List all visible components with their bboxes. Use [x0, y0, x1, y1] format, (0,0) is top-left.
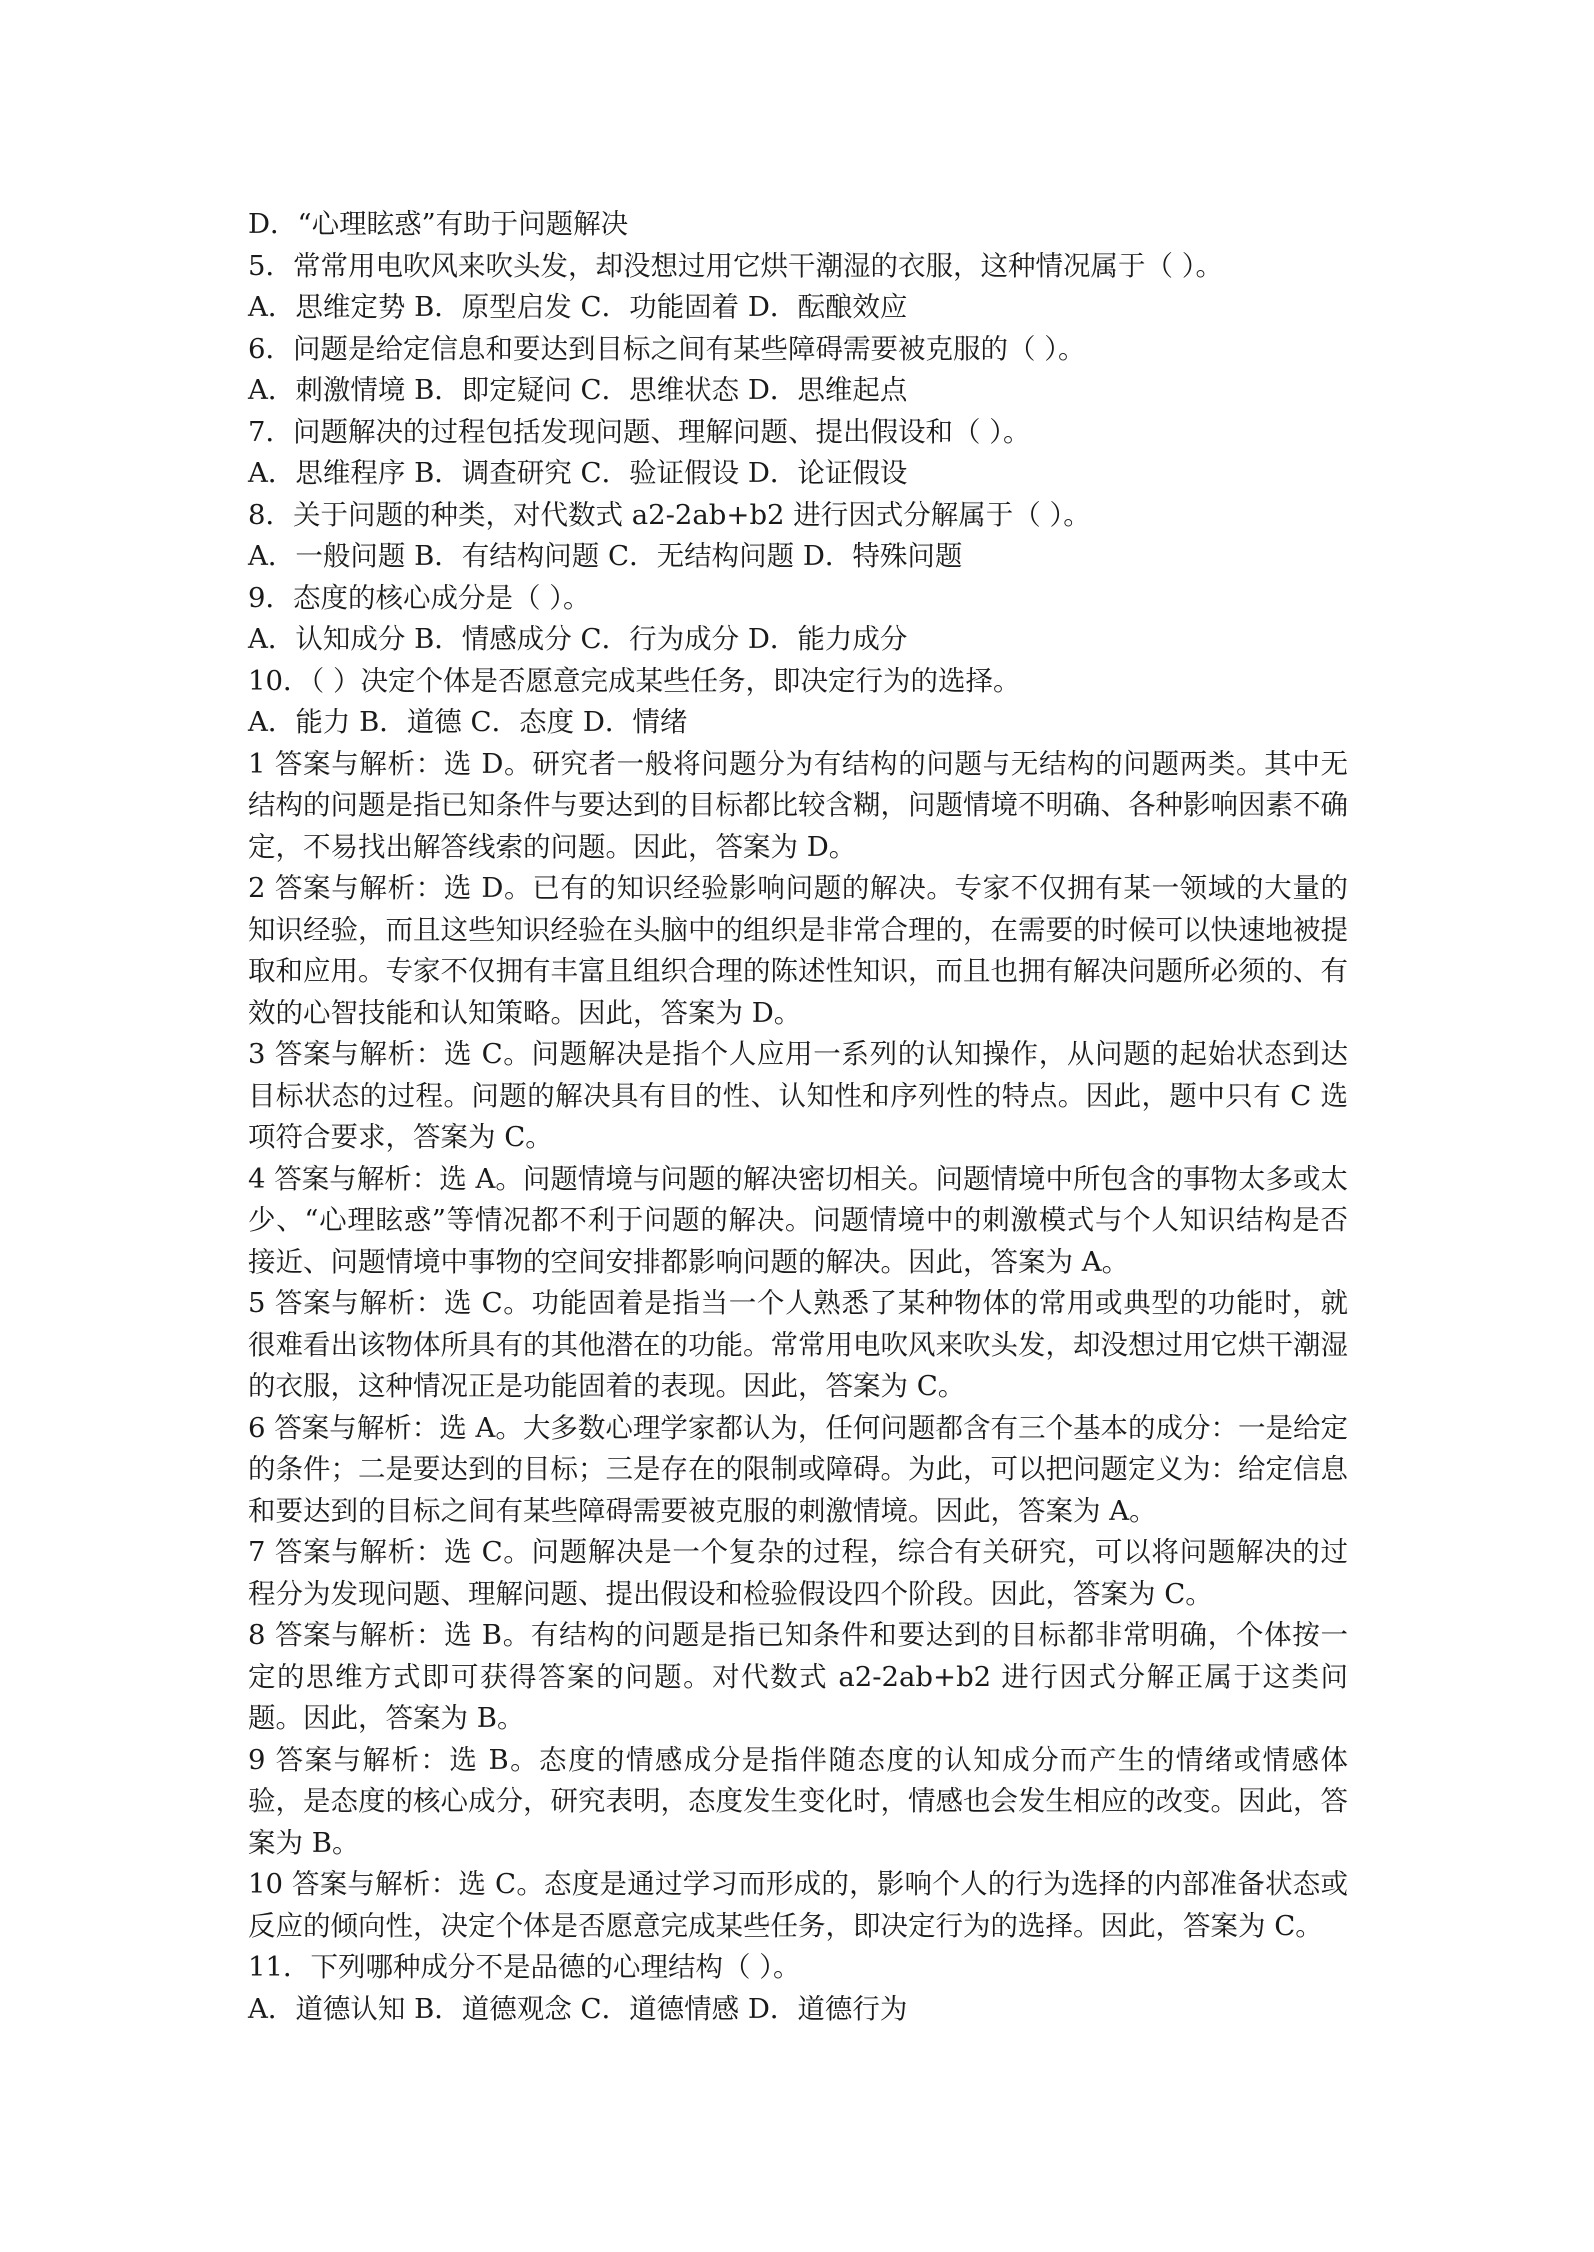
answer-10: 10 答案与解析：选 C。态度是通过学习而形成的，影响个人的行为选择的内部准备状态或反应的倾向性，决定个体是否愿意完成某些任务，即决定行为的选择。因此，答案为 C。	[248, 1868, 1348, 1942]
answer-4: 4 答案与解析：选 A。问题情境与问题的解决密切相关。问题情境中所包含的事物太多或太少、“心理眩惑”等情况都不利于问题的解决。问题情境中的刺激模式与个人知识结构是否接近、问题情境中事物的空间安排都影响问题的解决。因此，答案为 A。	[248, 1162, 1348, 1278]
options-7: A．思维程序 B．调查研究 C．验证假设 D．论证假设	[248, 457, 908, 489]
answer-7: 7 答案与解析：选 C。问题解决是一个复杂的过程，综合有关研究，可以将问题解决的过程分为发现问题、理解问题、提出假设和检验假设四个阶段。因此，答案为 C。	[248, 1536, 1348, 1610]
answer-9: 9 答案与解析：选 B。态度的情感成分是指伴随态度的认知成分而产生的情绪或情感体验，是态度的核心成分，研究表明，态度发生变化时，情感也会发生相应的改变。因此，答案为 B。	[248, 1743, 1348, 1859]
options-11: A．道德认知 B．道德观念 C．道德情感 D．道德行为	[248, 1992, 908, 2025]
options-6: A．刺激情境 B．即定疑问 C．思维状态 D．思维起点	[248, 374, 908, 406]
question-11: 11．下列哪种成分不是品德的心理结构（ ）。	[248, 1951, 801, 1983]
options-8: A．一般问题 B．有结构问题 C．无结构问题 D．特殊问题	[248, 540, 963, 572]
options-10: A．能力 B．道德 C．态度 D．情绪	[248, 706, 688, 738]
question-8: 8．关于问题的种类，对代数式 a2-2ab+b2 进行因式分解属于（ ）。	[248, 498, 1091, 531]
answer-1: 1 答案与解析：选 D。研究者一般将问题分为有结构的问题与无结构的问题两类。其中无结构的问题是指已知条件与要达到的目标都比较含糊，问题情境不明确、各种影响因素不确定，不易找出解答线索的问题。因此，答案为 D。	[248, 747, 1348, 863]
question-9: 9．态度的核心成分是（ ）。	[248, 581, 591, 614]
answer-6: 6 答案与解析：选 A。大多数心理学家都认为，任何问题都含有三个基本的成分：一是给定的条件；二是要达到的目标；三是存在的限制或障碍。为此，可以把问题定义为：给定信息和要达到的目标之间有某些障碍需要被克服的刺激情境。因此，答案为 A。	[248, 1411, 1348, 1527]
question-10: 10．（ ）决定个体是否愿意完成某些任务，即决定行为的选择。	[248, 664, 1021, 697]
question-6: 6．问题是给定信息和要达到目标之间有某些障碍需要被克服的（ ）。	[248, 332, 1086, 365]
answer-5: 5 答案与解析：选 C。功能固着是指当一个人熟悉了某种物体的常用或典型的功能时，就很难看出该物体所具有的其他潜在的功能。常常用电吹风来吹头发，却没想过用它烘干潮湿的衣服，这种情况正是功能固着的表现。因此，答案为 C。	[248, 1287, 1348, 1402]
page-content	[248, 204, 1348, 2030]
answer-2: 2 答案与解析：选 D。已有的知识经验影响问题的解决。专家不仅拥有某一领域的大量的知识经验，而且这些知识经验在头脑中的组织是非常合理的，在需要的时候可以快速地被提取和应用。专家不仅拥有丰富且组织合理的陈述性知识，而且也拥有解决问题所必须的、有效的心智技能和认知策略。因此，答案为 D。	[248, 872, 1348, 1029]
options-9: A．认知成分 B．情感成分 C．行为成分 D．能力成分	[248, 623, 908, 655]
answer-3: 3 答案与解析：选 C。问题解决是指个人应用一系列的认知操作，从问题的起始状态到达目标状态的过程。问题的解决具有目的性、认知性和序列性的特点。因此，题中只有 C 选项符合要求，答案为 C。	[248, 1038, 1348, 1153]
question-5: 5．常常用电吹风来吹头发，却没想过用它烘干潮湿的衣服，这种情况属于（ ）。	[248, 249, 1223, 282]
question-7: 7．问题解决的过程包括发现问题、理解问题、提出假设和（ ）。	[248, 415, 1031, 448]
answer-8: 8 答案与解析：选 B。有结构的问题是指已知条件和要达到的目标都非常明确，个体按一定的思维方式即可获得答案的问题。对代数式 a2-2ab+b2 进行因式分解正属于这类问题。因此，答案为 B。	[248, 1619, 1348, 1734]
option-line: D．“心理眩惑”有助于问题解决	[248, 208, 629, 240]
options-5: A．思维定势 B．原型启发 C．功能固着 D．酝酿效应	[248, 291, 908, 323]
